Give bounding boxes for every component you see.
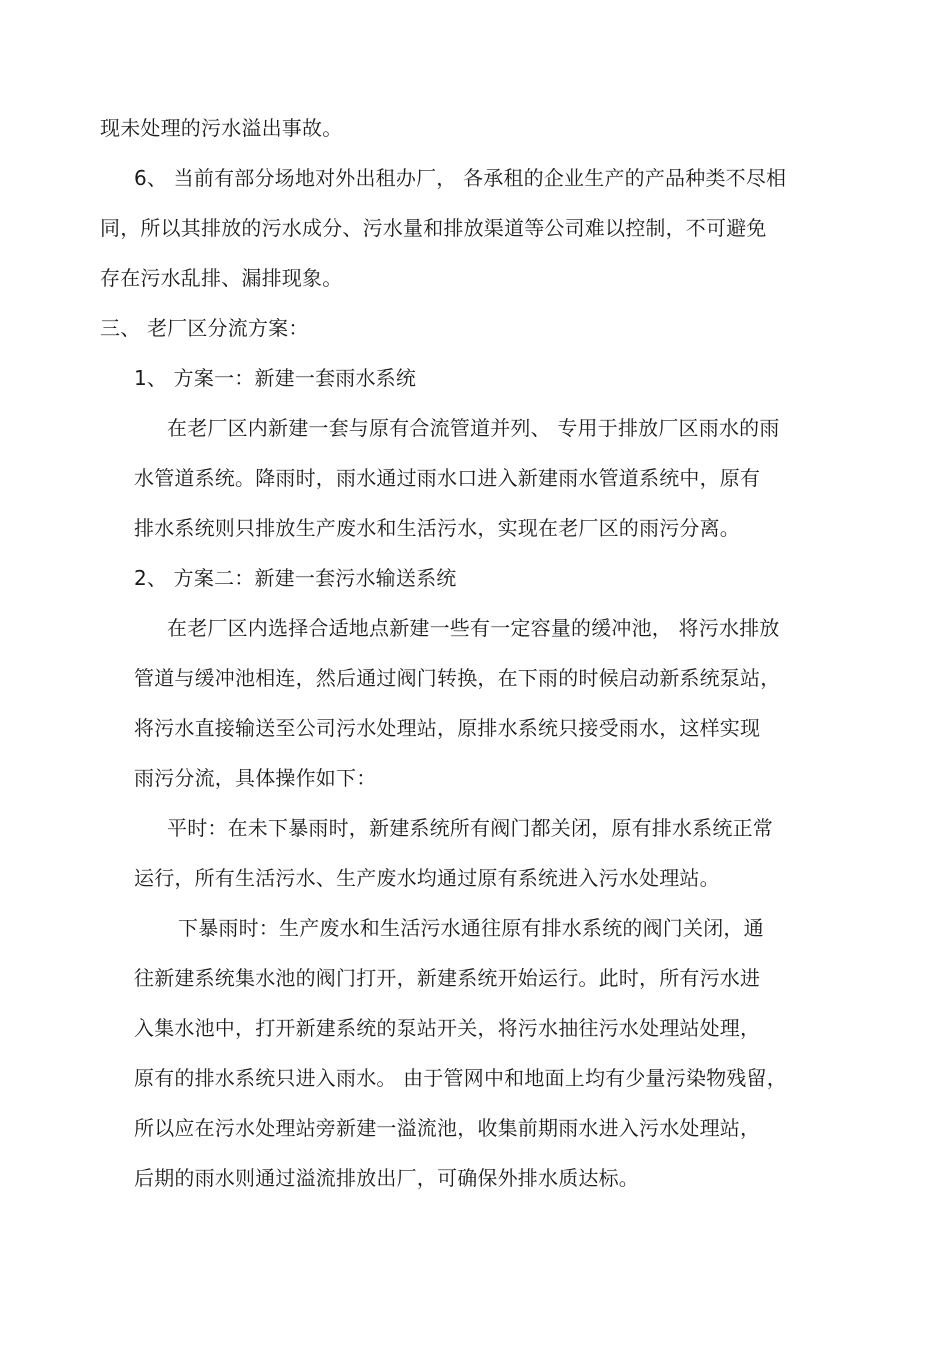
text-line: 所以应在污水处理站旁新建一溢流池，收集前期雨水进入污水处理站， xyxy=(134,1116,761,1140)
text-line: 水管道系统。降雨时，雨水通过雨水口进入新建雨水管道系统中，原有 xyxy=(134,466,761,490)
section-heading: 三、 老厂区分流方案： xyxy=(100,316,309,340)
text-line: 现未处理的污水溢出事故。 xyxy=(100,116,343,140)
text-line: 平时：在未下暴雨时，新建系统所有阀门都关闭，原有排水系统正常 xyxy=(167,816,773,840)
text-line: 运行，所有生活污水、生产废水均通过原有系统进入污水处理站。 xyxy=(134,866,720,890)
text-line: 6、 当前有部分场地对外出租办厂， 各承租的企业生产的产品种类不尽相 xyxy=(134,166,787,190)
text-line: 同，所以其排放的污水成分、污水量和排放渠道等公司难以控制，不可避免 xyxy=(100,216,767,240)
text-line: 将污水直接输送至公司污水处理站，原排水系统只接受雨水，这样实现 xyxy=(134,716,761,740)
text-line: 在老厂区内新建一套与原有合流管道并列、 专用于排放厂区雨水的雨 xyxy=(167,416,780,440)
text-line: 存在污水乱排、漏排现象。 xyxy=(100,266,343,290)
subsection-heading: 2、 方案二：新建一套污水输送系统 xyxy=(134,566,457,590)
text-line: 下暴雨时：生产废水和生活污水通往原有排水系统的阀门关闭，通 xyxy=(178,916,764,940)
text-line: 原有的排水系统只进入雨水。 由于管网中和地面上均有少量污染物残留， xyxy=(134,1066,787,1090)
text-line: 管道与缓冲池相连，然后通过阀门转换，在下雨的时候启动新系统泵站， xyxy=(134,666,781,690)
text-line: 后期的雨水则通过溢流排放出厂，可确保外排水质达标。 xyxy=(134,1166,639,1190)
text-line: 入集水池中，打开新建系统的泵站开关，将污水抽往污水处理站处理， xyxy=(134,1016,761,1040)
text-line: 在老厂区内选择合适地点新建一些有一定容量的缓冲池， 将污水排放 xyxy=(167,616,780,640)
subsection-heading: 1、 方案一：新建一套雨水系统 xyxy=(134,366,417,390)
text-line: 往新建系统集水池的阀门打开，新建系统开始运行。此时，所有污水进 xyxy=(134,966,761,990)
text-line: 排水系统则只排放生产废水和生活污水，实现在老厂区的雨污分离。 xyxy=(134,516,740,540)
text-line: 雨污分流，具体操作如下： xyxy=(134,766,377,790)
